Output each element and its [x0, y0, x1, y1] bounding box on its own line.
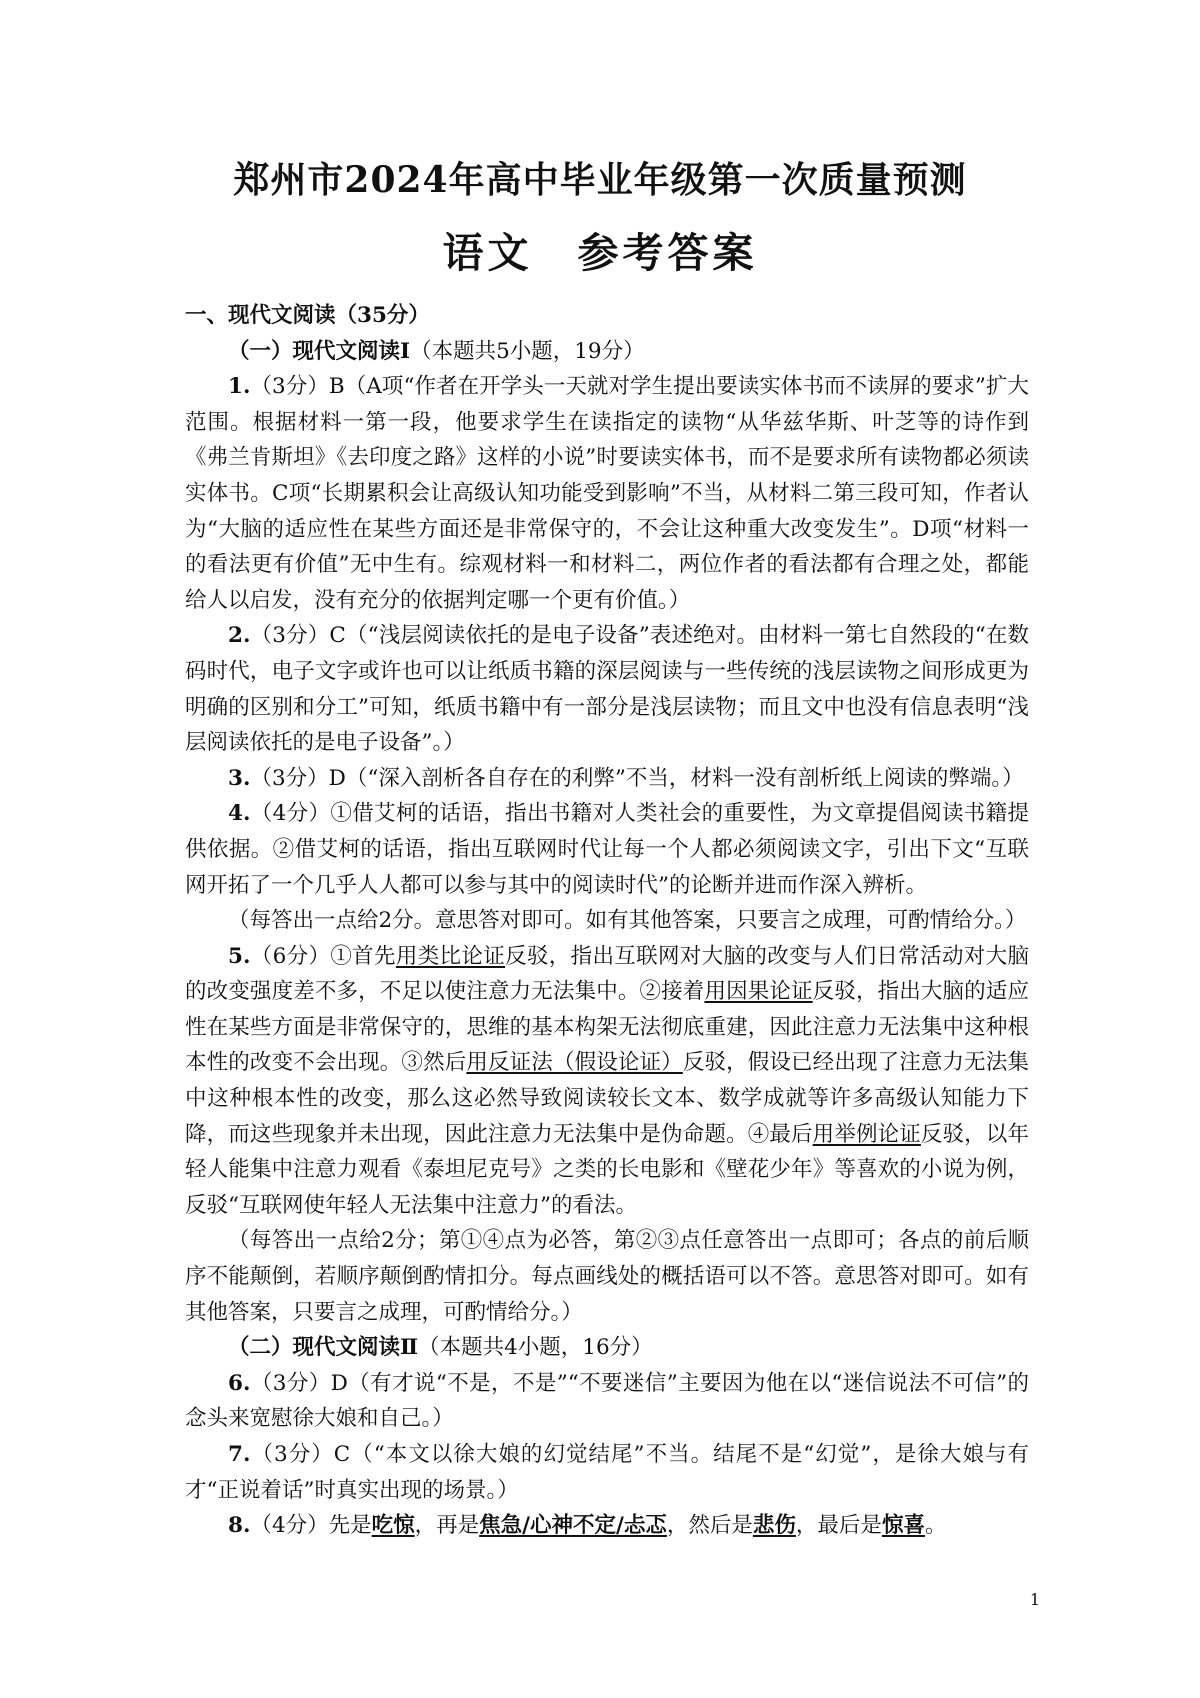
- answer-q7: [185, 1437, 1029, 1508]
- answer-q1: [185, 369, 1029, 618]
- emotion-keyword: 悲伤: [752, 1513, 796, 1539]
- answer-q4: [185, 796, 1029, 903]
- answer-text: ，然后是: [666, 1513, 753, 1539]
- subsection-title: （二）现代文阅读Ⅱ: [228, 1335, 419, 1361]
- underlined-method: 用举例论证: [812, 1121, 921, 1147]
- answer-q2: [185, 618, 1029, 760]
- answer-text: （4分）先是: [250, 1513, 372, 1539]
- subsection-title: （一）现代文阅读Ⅰ: [228, 338, 411, 364]
- answer-q5: [185, 939, 1029, 1224]
- subsection-note: （本题共4小题，16分）: [418, 1335, 653, 1361]
- subsection-heading-reading-1: [185, 334, 1029, 370]
- section-heading-modern-reading: 一、现代文阅读（35分）: [185, 303, 430, 328]
- question-number: 3.: [228, 765, 251, 791]
- underlined-method: 用反证法（假设论证）: [466, 1050, 683, 1076]
- answer-text: （3分）C（“本文以徐大娘的幻觉结尾”不当。结尾不是“幻觉”，是徐大娘与有才“正说着话”时真实出现的场景。）: [185, 1442, 1029, 1503]
- answer-text: （3分）D（有才说“不是，不是”“不要迷信”主要因为他在以“迷信说法不可信”的念头来宽慰徐大娘和自己。）: [185, 1370, 1029, 1432]
- page-number: 1: [1029, 1590, 1040, 1609]
- document-subtitle: 语文 参考答案: [442, 229, 758, 277]
- question-number: 4.: [228, 801, 251, 827]
- question-number: 5.: [228, 943, 251, 969]
- question-number: 1.: [228, 374, 251, 400]
- emotion-keyword: 惊喜: [881, 1513, 925, 1539]
- answer-text: 反驳，以年轻人能集中注意力观看《泰坦尼克号》之类的长电影和《壁花少年》等喜欢的小说为例，反驳“互联网使年轻人无法集中注意力”的看法。: [185, 1121, 1029, 1218]
- question-number: 8.: [228, 1513, 251, 1539]
- answer-text: 反驳，指出大脑的适应性在某些方面是非常保守的，思维的基本构架无法彻底重建，因此注意力无法集中这种根本性的改变不会出现。③然后: [185, 979, 1029, 1076]
- question-number: 2.: [228, 623, 251, 649]
- answer-text: ，再是: [414, 1513, 480, 1539]
- answer-q8: [185, 1508, 1029, 1544]
- emotion-keyword: 焦急/心神不定/忐忑: [479, 1513, 667, 1539]
- answer-q6: [185, 1366, 1029, 1437]
- answer-text: 。: [924, 1513, 947, 1539]
- emotion-keyword: 吃惊: [371, 1513, 415, 1539]
- document-title: 郑州市2024年高中毕业年级第一次质量预测: [233, 159, 967, 201]
- answer-text: （3分）C（“浅层阅读依托的是电子设备”表述绝对。由材料一第七自然段的“在数码时代，电子文字或许也可以让纸质书籍的深层阅读与一些传统的浅层读物之间形成更为明确的区别和分工”可知，纸质书籍中有一部分是浅层读物；而且文中也没有信息表明“浅层阅读依托的是电子设备”。）: [185, 623, 1029, 756]
- underlined-method: 用类比论证: [395, 943, 506, 969]
- answer-text: 反驳，假设已经出现了注意力无法集中这种根本性的改变，那么这必然导致阅读较长文本、数学成就等许多高级认知能力下降，而这些现象并未出现，因此注意力无法集中是伪命题。④最后: [185, 1050, 1029, 1147]
- question-number: 7.: [228, 1442, 251, 1467]
- answer-text: （4分）①借艾柯的话语，指出书籍对人类社会的重要性，为文章提倡阅读书籍提供依据。②借艾柯的话语，指出互联网时代让每一个人都必须阅读文字，引出下文“互联网开拓了一个几乎人人都可以参与其中的阅读时代”的论断并进而作深入辨析。: [185, 801, 1029, 898]
- subsection-note: （本题共5小题，19分）: [410, 338, 645, 364]
- answer-text: 反驳，指出互联网对大脑的改变与人们日常活动对大脑的改变强度差不多，不足以使注意力无法集中。②接着: [185, 943, 1029, 1005]
- answer-text: （3分）B（A项“作者在开学头一天就对学生提出要读实体书而不读屏的要求”扩大范围。根据材料一第一段，他要求学生在读指定的读物“从华兹华斯、叶芝等的诗作到《弗兰肯斯坦》《去印度之路》这样的小说”时要读实体书，而不是要求所有读物都必须读实体书。C项“长期累积会让高级认知功能受到影响”不当，从材料二第三段可知，作者认为“大脑的适应性在某些方面还是非常保守的，不会让这种重大改变发生”。D项“材料一的看法更有价值”无中生有。综观材料一和材料二，两位作者的看法都有合理之处，都能给人以启发，没有充分的依据判定哪一个更有价值。）: [185, 374, 1029, 613]
- answer-text: （6分）①首先: [250, 943, 396, 969]
- scoring-note-q4: （每答出一点给2分。意思答对即可。如有其他答案，只要言之成理，可酌情给分。）: [228, 908, 1027, 934]
- answer-q3: [185, 761, 1029, 797]
- answer-text: （3分）D（“深入剖析各自存在的利弊”不当，材料一没有剖析纸上阅读的弊端。）: [250, 765, 1024, 791]
- answer-text: ，最后是: [795, 1513, 882, 1539]
- underlined-method: 用因果论证: [704, 979, 813, 1005]
- question-number: 6.: [228, 1370, 251, 1396]
- subsection-heading-reading-2: [185, 1330, 1029, 1366]
- scoring-note-q5: （每答出一点给2分；第①④点为必答，第②③点任意答出一点即可；各点的前后顺序不能颠倒，若顺序颠倒酌情扣分。每点画线处的概括语可以不答。意思答对即可。如有其他答案，只要言之成理，可酌情给分。）: [185, 1228, 1029, 1325]
- answer-content: [185, 298, 1029, 1544]
